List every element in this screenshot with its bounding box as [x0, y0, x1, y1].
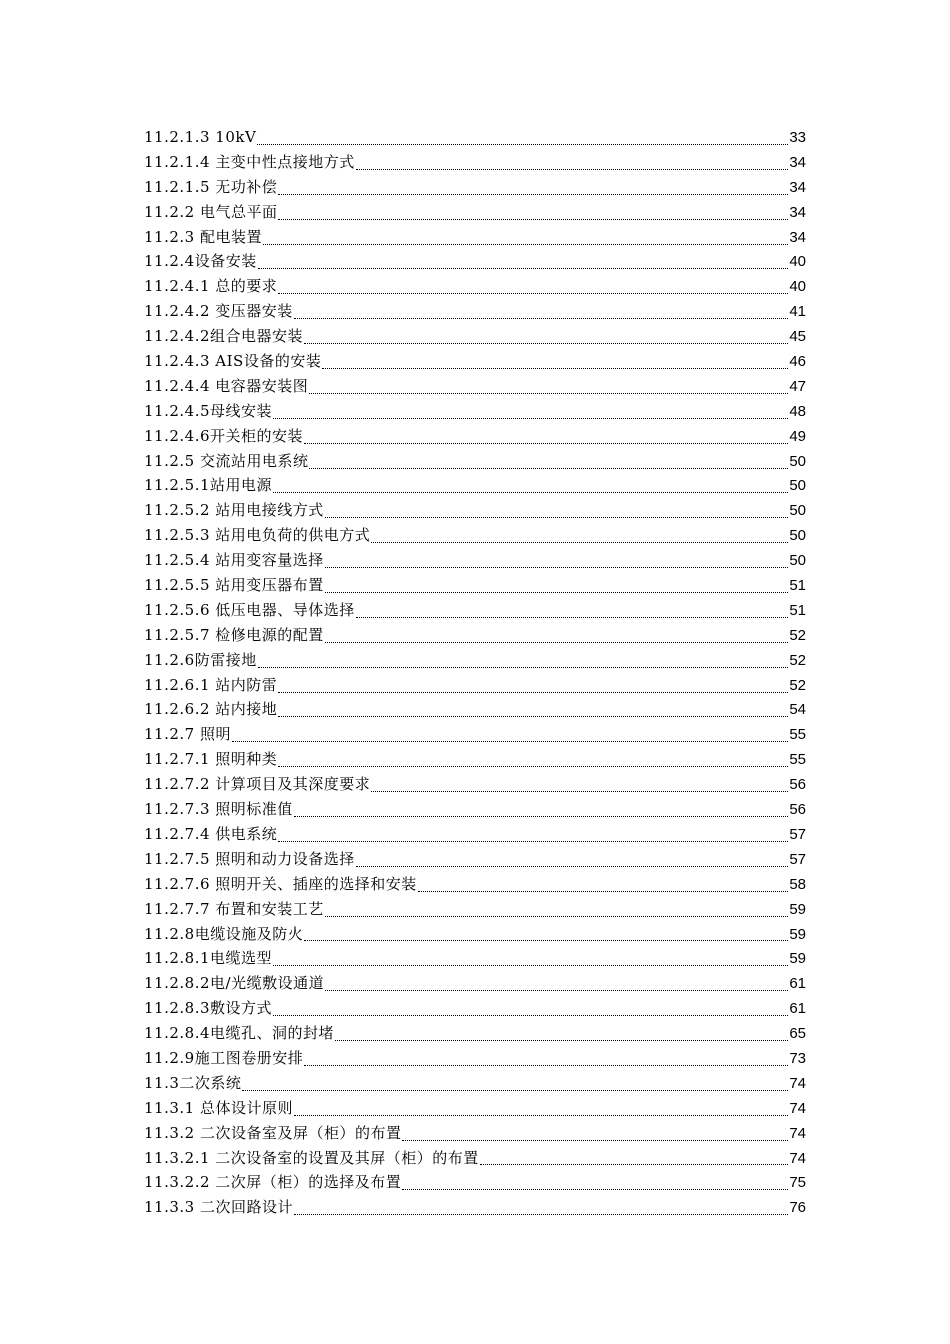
toc-entry-title: 11.3.1 总体设计原则	[144, 1098, 293, 1117]
toc-dot-leader	[273, 965, 788, 966]
toc-entry[interactable]	[144, 822, 806, 847]
toc-entry-page-number: 59	[789, 925, 806, 943]
toc-entry-page-number: 50	[789, 552, 806, 570]
toc-entry[interactable]	[144, 897, 806, 922]
toc-entry-page-number: 73	[789, 1049, 806, 1067]
toc-entry[interactable]	[144, 996, 806, 1021]
toc-entry-title: 11.3.2.1 二次设备室的设置及其屏（柜）的布置	[144, 1148, 479, 1167]
toc-entry-title: 11.2.7.7 布置和安装工艺	[144, 899, 324, 918]
toc-entry[interactable]	[144, 200, 806, 225]
toc-entry-page-number: 55	[789, 751, 806, 769]
toc-entry-page-number: 59	[789, 950, 806, 968]
toc-entry-title: 11.2.7.2 计算项目及其深度要求	[144, 775, 371, 794]
toc-entry-title: 11.2.1.5 无功补偿	[144, 177, 278, 196]
toc-dot-leader	[273, 418, 788, 419]
toc-entry-title: 11.2.7 照明	[144, 725, 231, 744]
toc-entry-title: 11.2.7.4 供电系统	[144, 824, 278, 843]
toc-entry[interactable]	[144, 175, 806, 200]
toc-dot-leader	[322, 368, 788, 369]
toc-entry-title: 11.2.8.2电/光缆敷设通道	[144, 974, 325, 993]
toc-entry[interactable]	[144, 523, 806, 548]
toc-entry[interactable]	[144, 1096, 806, 1121]
toc-entry-title: 11.2.2 电气总平面	[144, 202, 278, 221]
toc-entry[interactable]	[144, 449, 806, 474]
toc-entry[interactable]	[144, 946, 806, 971]
toc-entry-page-number: 34	[789, 228, 806, 246]
toc-entry-title: 11.2.4.5母线安装	[144, 401, 273, 420]
toc-entry[interactable]	[144, 1121, 806, 1146]
toc-dot-leader	[278, 716, 788, 717]
toc-entry-page-number: 54	[789, 701, 806, 719]
toc-dot-leader	[263, 244, 788, 245]
toc-entry-title: 11.2.6.1 站内防雷	[144, 675, 278, 694]
toc-entry-title: 11.2.4.6开关柜的安装	[144, 426, 304, 445]
toc-entry-page-number: 59	[789, 900, 806, 918]
table-of-contents	[144, 125, 806, 1220]
toc-entry[interactable]	[144, 971, 806, 996]
toc-dot-leader	[309, 393, 788, 394]
toc-dot-leader	[309, 468, 788, 469]
toc-entry-page-number: 50	[789, 452, 806, 470]
toc-entry-title: 11.2.5.6 低压电器、导体选择	[144, 600, 355, 619]
toc-entry[interactable]	[144, 922, 806, 947]
toc-entry-title: 11.2.5.1站用电源	[144, 476, 273, 495]
toc-entry-page-number: 51	[789, 577, 806, 595]
toc-dot-leader	[480, 1164, 789, 1165]
toc-entry-title: 11.3.2 二次设备室及屏（柜）的布置	[144, 1123, 402, 1142]
toc-entry-page-number: 76	[789, 1199, 806, 1217]
toc-entry[interactable]	[144, 1195, 806, 1220]
toc-entry[interactable]	[144, 125, 806, 150]
toc-entry[interactable]	[144, 1046, 806, 1071]
toc-entry-page-number: 58	[789, 875, 806, 893]
toc-dot-leader	[278, 692, 788, 693]
toc-dot-leader	[335, 1040, 788, 1041]
toc-entry-page-number: 61	[789, 975, 806, 993]
toc-entry-page-number: 51	[789, 601, 806, 619]
toc-entry[interactable]	[144, 673, 806, 698]
toc-entry-title: 11.2.4.3 AIS设备的安装	[144, 352, 322, 371]
toc-dot-leader	[325, 642, 789, 643]
toc-dot-leader	[356, 866, 789, 867]
toc-dot-leader	[278, 293, 788, 294]
toc-entry-page-number: 52	[789, 676, 806, 694]
toc-dot-leader	[418, 891, 789, 892]
toc-entry-title: 11.2.9施工图卷册安排	[144, 1048, 304, 1067]
toc-entry[interactable]	[144, 249, 806, 274]
toc-entry-page-number: 47	[789, 377, 806, 395]
toc-entry[interactable]	[144, 697, 806, 722]
toc-dot-leader	[304, 940, 788, 941]
toc-entry-page-number: 57	[789, 850, 806, 868]
toc-entry-title: 11.2.4.2 变压器安装	[144, 302, 293, 321]
toc-dot-leader	[294, 318, 789, 319]
toc-entry-page-number: 34	[789, 203, 806, 221]
toc-dot-leader	[278, 194, 788, 195]
toc-entry[interactable]	[144, 797, 806, 822]
toc-entry-title: 11.2.7.1 照明种类	[144, 750, 278, 769]
toc-entry[interactable]	[144, 299, 806, 324]
toc-entry-page-number: 52	[789, 626, 806, 644]
toc-dot-leader	[304, 343, 788, 344]
toc-entry-page-number: 45	[789, 328, 806, 346]
toc-dot-leader	[242, 1090, 788, 1091]
toc-entry-page-number: 50	[789, 502, 806, 520]
toc-entry[interactable]	[144, 1071, 806, 1096]
toc-entry[interactable]	[144, 424, 806, 449]
toc-dot-leader	[325, 567, 789, 568]
toc-dot-leader	[325, 517, 789, 518]
toc-entry[interactable]	[144, 473, 806, 498]
toc-dot-leader	[304, 1065, 788, 1066]
toc-entry-page-number: 75	[789, 1174, 806, 1192]
toc-dot-leader	[304, 443, 788, 444]
toc-dot-leader	[294, 1214, 788, 1215]
toc-entry-title: 11.2.5.5 站用变压器布置	[144, 576, 324, 595]
toc-entry-title: 11.2.8电缆设施及防火	[144, 924, 304, 943]
toc-entry-page-number: 74	[789, 1099, 806, 1117]
toc-entry-title: 11.2.1.4 主变中性点接地方式	[144, 152, 355, 171]
toc-dot-leader	[258, 667, 789, 668]
toc-entry-page-number: 40	[789, 278, 806, 296]
toc-entry[interactable]	[144, 598, 806, 623]
toc-entry[interactable]	[144, 349, 806, 374]
toc-entry[interactable]	[144, 573, 806, 598]
toc-entry[interactable]	[144, 623, 806, 648]
toc-entry[interactable]	[144, 872, 806, 897]
toc-entry-page-number: 74	[789, 1074, 806, 1092]
toc-entry-title: 11.2.4.1 总的要求	[144, 277, 278, 296]
toc-dot-leader	[356, 169, 789, 170]
toc-entry-page-number: 56	[789, 776, 806, 794]
toc-entry[interactable]	[144, 399, 806, 424]
toc-dot-leader	[294, 1115, 788, 1116]
toc-entry-title: 11.2.5 交流站用电系统	[144, 451, 309, 470]
toc-entry-title: 11.2.1.3 10kV	[144, 128, 257, 146]
toc-dot-leader	[294, 816, 789, 817]
toc-entry-title: 11.2.7.6 照明开关、插座的选择和安装	[144, 874, 417, 893]
toc-entry[interactable]	[144, 1021, 806, 1046]
toc-entry-title: 11.2.4设备安装	[144, 252, 257, 271]
toc-entry-title: 11.2.5.7 检修电源的配置	[144, 625, 324, 644]
toc-entry-title: 11.2.5.3 站用电负荷的供电方式	[144, 526, 371, 545]
toc-entry-title: 11.2.5.2 站用电接线方式	[144, 501, 324, 520]
toc-entry-title: 11.2.4.4 电容器安装图	[144, 376, 309, 395]
toc-dot-leader	[278, 219, 788, 220]
toc-entry-title: 11.2.6防雷接地	[144, 650, 257, 669]
toc-entry-page-number: 46	[789, 353, 806, 371]
toc-entry-page-number: 48	[789, 402, 806, 420]
toc-entry[interactable]	[144, 747, 806, 772]
toc-entry-page-number: 56	[789, 801, 806, 819]
toc-dot-leader	[232, 741, 788, 742]
toc-entry[interactable]	[144, 150, 806, 175]
toc-entry-title: 11.2.8.1电缆选型	[144, 949, 273, 968]
toc-dot-leader	[278, 766, 788, 767]
toc-entry-title: 11.2.7.5 照明和动力设备选择	[144, 849, 355, 868]
toc-entry-page-number: 57	[789, 825, 806, 843]
toc-dot-leader	[325, 916, 789, 917]
toc-entry[interactable]	[144, 548, 806, 573]
toc-entry-page-number: 74	[789, 1149, 806, 1167]
toc-entry[interactable]	[144, 772, 806, 797]
toc-dot-leader	[356, 617, 789, 618]
toc-dot-leader	[325, 990, 788, 991]
toc-entry-page-number: 65	[789, 1025, 806, 1043]
toc-entry-title: 11.2.3 配电装置	[144, 227, 262, 246]
toc-entry-page-number: 61	[789, 1000, 806, 1018]
toc-entry-title: 11.3.2.2 二次屏（柜）的选择及布置	[144, 1173, 402, 1192]
toc-entry[interactable]	[144, 274, 806, 299]
toc-entry-page-number: 40	[789, 253, 806, 271]
toc-entry[interactable]	[144, 374, 806, 399]
toc-entry-page-number: 34	[789, 153, 806, 171]
toc-dot-leader	[257, 144, 788, 145]
toc-entry-page-number: 49	[789, 427, 806, 445]
toc-entry[interactable]	[144, 1146, 806, 1171]
toc-dot-leader	[371, 542, 788, 543]
toc-entry[interactable]	[144, 722, 806, 747]
toc-entry-page-number: 52	[789, 651, 806, 669]
toc-entry-title: 11.2.7.3 照明标准值	[144, 800, 293, 819]
toc-entry-page-number: 34	[789, 178, 806, 196]
toc-entry-page-number: 74	[789, 1124, 806, 1142]
toc-entry[interactable]	[144, 847, 806, 872]
toc-entry[interactable]	[144, 324, 806, 349]
toc-entry-page-number: 41	[789, 303, 806, 321]
toc-entry-title: 11.2.8.4电缆孔、洞的封堵	[144, 1024, 335, 1043]
toc-dot-leader	[258, 268, 789, 269]
toc-dot-leader	[273, 492, 788, 493]
toc-entry[interactable]	[144, 498, 806, 523]
toc-dot-leader	[402, 1140, 788, 1141]
toc-entry-page-number: 33	[789, 129, 806, 146]
toc-entry-page-number: 50	[789, 477, 806, 495]
toc-entry-title: 11.3.3 二次回路设计	[144, 1198, 293, 1217]
toc-entry[interactable]	[144, 1170, 806, 1195]
toc-dot-leader	[325, 592, 789, 593]
toc-dot-leader	[402, 1189, 788, 1190]
toc-entry-title: 11.3二次系统	[144, 1073, 242, 1092]
toc-entry-page-number: 55	[789, 726, 806, 744]
toc-dot-leader	[273, 1015, 788, 1016]
toc-dot-leader	[278, 841, 788, 842]
toc-entry-title: 11.2.4.2组合电器安装	[144, 327, 304, 346]
toc-entry-page-number: 50	[789, 527, 806, 545]
toc-entry-title: 11.2.5.4 站用变容量选择	[144, 551, 324, 570]
toc-entry[interactable]	[144, 225, 806, 250]
toc-entry-title: 11.2.6.2 站内接地	[144, 700, 278, 719]
toc-entry-title: 11.2.8.3敷设方式	[144, 999, 273, 1018]
toc-dot-leader	[371, 791, 788, 792]
toc-entry[interactable]	[144, 648, 806, 673]
